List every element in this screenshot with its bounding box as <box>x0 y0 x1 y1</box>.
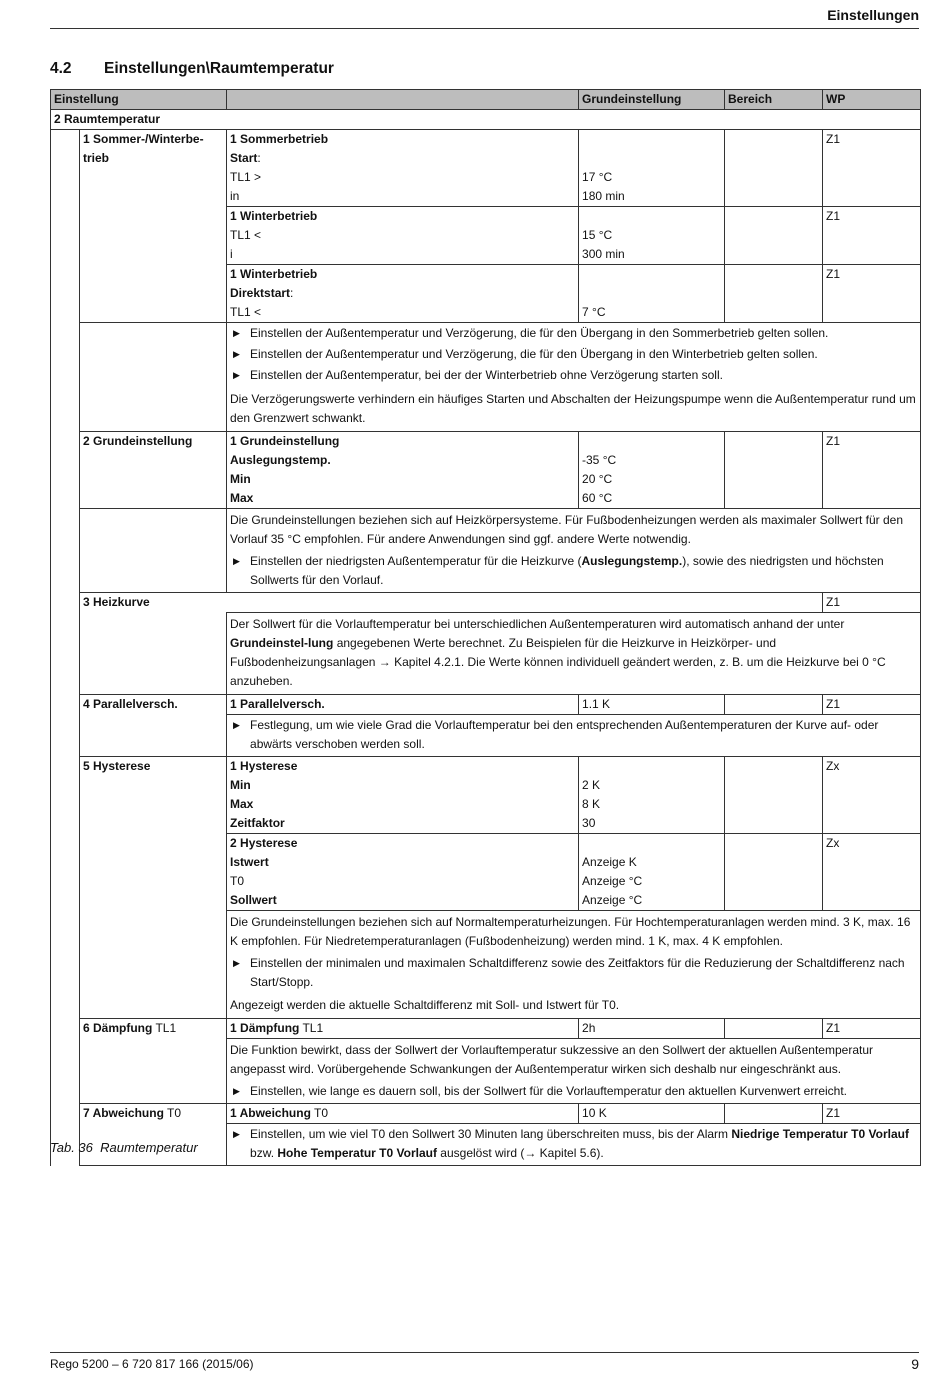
bereich-cell <box>725 265 823 323</box>
table-row <box>51 207 921 265</box>
daempfung-label: 1 Dämpfung TL1 <box>227 1019 579 1039</box>
row-name-empty <box>80 509 227 593</box>
col-header-grundeinstellung: Grundeinstellung <box>579 90 725 110</box>
table-row <box>51 130 921 207</box>
row-name-empty <box>80 207 227 265</box>
indent-column <box>51 130 80 1166</box>
row-name-hysterese: 5 Hysterese <box>80 757 227 834</box>
table-row <box>51 265 921 323</box>
wp-cell: Z1 <box>823 593 921 613</box>
note-text: Die Grundeinstellungen beziehen sich auf Heizkörpersysteme. Für Fußbodenheizungen werden als maximaler Sollwert für den Vorlauf 35 °C empfohlen. Für andere Anwendungen sind ggf. andere Werte notwendig. <box>230 513 904 546</box>
daempfung-description <box>227 1039 921 1104</box>
row-name-heizkurve: 3 Heizkurve <box>80 593 823 613</box>
wp-cell: Z1 <box>823 1104 921 1124</box>
direktstart-labels: 1 Winterbetrieb Direktstart: TL1 < <box>227 265 579 323</box>
hysterese-values: 2 K 8 K 30 <box>579 757 725 834</box>
header-title: Einstellungen <box>827 7 919 23</box>
winterbetrieb-labels: 1 Winterbetrieb TL1 < i <box>227 207 579 265</box>
bullet-triangle-icon: ▶ <box>233 958 240 968</box>
bereich-cell <box>725 1104 823 1124</box>
wp-cell: Z1 <box>823 1019 921 1039</box>
list-item: ▶ Einstellen der Außentemperatur, bei der der Winterbetrieb ohne Verzögerung starten soll. <box>230 366 917 385</box>
caption-label: Tab. 36 <box>50 1140 93 1155</box>
settings-table <box>50 89 921 1166</box>
section-title: Einstellungen\Raumtemperatur <box>104 60 334 77</box>
table-row <box>51 432 921 509</box>
wp-cell: Z1 <box>823 207 921 265</box>
section-heading <box>50 60 334 78</box>
list-item: ▶ Festlegung, um wie viele Grad die Vorlauftemperatur bei den entsprechenden Außentemperaturen der Kurve auf- oder abwärts verschoben werden soll. <box>233 718 879 751</box>
note-text: Die Grundeinstellungen beziehen sich auf Normaltemperaturheizungen. Für Hochtemperaturanlagen werden mind. 3 K, max. 16 K empfohlen. Für Niedretemperaturanlagen (Fußbodenheizung) werden mind. 1 K, max. 4 K empfohlen. <box>230 915 911 948</box>
list-item: ▶ Einstellen der Außentemperatur und Verzögerung, die für den Übergang in den Sommerbetrieb gelten sollen. <box>230 324 917 343</box>
bullet-triangle-icon: ▶ <box>233 328 240 338</box>
sommerbetrieb-values: 17 °C 180 min <box>579 130 725 207</box>
table-row <box>51 613 921 695</box>
bullet-triangle-icon: ▶ <box>233 349 240 359</box>
row-name-empty <box>80 715 227 757</box>
row-name-empty <box>80 1039 227 1104</box>
direktstart-values: 7 °C <box>579 265 725 323</box>
wp-cell: Zx <box>823 834 921 911</box>
grundeinstellung-description <box>227 509 921 593</box>
group-row <box>51 110 921 130</box>
bullet-triangle-icon: ▶ <box>233 1086 240 1096</box>
note-text: Die Funktion bewirkt, dass der Sollwert der Vorlauftemperatur sukzessive an den Sollwert der aktuellen Außentemperatur angepasst wird. Vorübergehende Schwankungen der Außentemperatur wirken sich deshalb nur eingeschränkt aus. <box>230 1043 873 1076</box>
wp-cell: Z1 <box>823 432 921 509</box>
grundeinstellung-values: -35 °C 20 °C 60 °C <box>579 432 725 509</box>
page-footer <box>50 1352 919 1372</box>
abweichung-description <box>227 1124 921 1166</box>
grundeinstellung-labels: 1 Grundeinstellung Auslegungstemp. Min Max <box>227 432 579 509</box>
bereich-cell <box>725 130 823 207</box>
list-item: ▶ Einstellen der Außentemperatur und Verzögerung, die für den Übergang in den Winterbetrieb gelten sollen. <box>230 345 917 364</box>
row-name-empty <box>80 911 227 1019</box>
table-row <box>51 911 921 1019</box>
table-row <box>51 715 921 757</box>
hysterese2-values: Anzeige K Anzeige °C Anzeige °C <box>579 834 725 911</box>
bereich-cell <box>725 432 823 509</box>
row-name-sommer-winter: 1 Sommer-/Winterbe- trieb <box>80 130 227 207</box>
table-row <box>51 509 921 593</box>
wp-cell: Z1 <box>823 130 921 207</box>
row-name-empty <box>80 323 227 432</box>
row-name-empty <box>80 834 227 911</box>
bereich-cell <box>725 1019 823 1039</box>
hysterese2-labels: 2 Hysterese Istwert T0 Sollwert <box>227 834 579 911</box>
page-header <box>50 6 919 29</box>
heizkurve-description <box>227 613 921 695</box>
row-name-grundeinstellung: 2 Grundeinstellung <box>80 432 227 509</box>
hysterese-description <box>227 911 921 1019</box>
table-row <box>51 1104 921 1124</box>
bereich-cell <box>725 834 823 911</box>
col-header-blank <box>227 90 579 110</box>
wp-cell: Zx <box>823 757 921 834</box>
section-number: 4.2 <box>50 60 72 77</box>
parallelversch-description <box>227 715 921 757</box>
bereich-cell <box>725 207 823 265</box>
table-row <box>51 1019 921 1039</box>
note-text: Der Sollwert für die Vorlauftemperatur bei unterschiedlichen Außentemperaturen wird automatisch anhand der unter Grundeinstel-lung angegebenen Werte berechnet. Zu Beispielen für die Heizkurve in Heizkörper- und Fußbodenheizungsanlagen → Kapitel 4.2.1. Die Werte können individuell geändert werden, z. B. um die Heizkurve bei 0 °C anzuheben. <box>230 617 886 688</box>
sommer-winter-description <box>227 323 921 432</box>
daempfung-value: 2h <box>579 1019 725 1039</box>
table-row <box>51 757 921 834</box>
abweichung-label: 1 Abweichung T0 <box>227 1104 579 1124</box>
sommerbetrieb-labels: 1 Sommerbetrieb Start: TL1 > in <box>227 130 579 207</box>
group-label: 2 Raumtemperatur <box>51 110 921 130</box>
bereich-cell <box>725 695 823 715</box>
hysterese-labels: 1 Hysterese Min Max Zeitfaktor <box>227 757 579 834</box>
col-header-einstellung: Einstellung <box>51 90 227 110</box>
bullet-triangle-icon: ▶ <box>233 556 240 566</box>
list-item: ▶ Einstellen der minimalen und maximalen Schaltdifferenz sowie des Zeitfaktors für die Reduzierung der Schaltdifferenz nach Start/Stopp. <box>233 956 905 989</box>
row-name-empty <box>80 265 227 323</box>
note-text: Angezeigt werden die aktuelle Schaltdifferenz mit Soll- und Istwert für T0. <box>230 998 620 1012</box>
list-item: ▶ Einstellen, um wie viel T0 den Sollwert 30 Minuten lang überschreiten muss, bis der Alarm Niedrige Temperatur T0 Vorlauf bzw. Hohe Temperatur T0 Vorlauf ausgelöst wird (→ Kapitel 5.6). <box>233 1127 909 1160</box>
bullet-triangle-icon: ▶ <box>233 370 240 380</box>
row-name-empty <box>80 613 227 695</box>
row-name-daempfung: 6 Dämpfung TL1 <box>80 1019 227 1039</box>
caption-text: Raumtemperatur <box>100 1140 198 1155</box>
list-item: ▶ Einstellen der niedrigsten Außentemperatur für die Heizkurve (Auslegungstemp.), sowie des niedrigsten und höchsten Sollwerts für den Vorlauf. <box>233 554 884 587</box>
table-header-row <box>51 90 921 110</box>
bereich-cell <box>725 757 823 834</box>
col-header-wp: WP <box>823 90 921 110</box>
table-row <box>51 593 921 613</box>
wp-cell: Z1 <box>823 695 921 715</box>
table-row <box>51 695 921 715</box>
bullet-triangle-icon: ▶ <box>233 1129 240 1139</box>
parallelversch-label: 1 Parallelversch. <box>227 695 579 715</box>
table-row <box>51 834 921 911</box>
footer-doc-id: Rego 5200 – 6 720 817 166 (2015/06) <box>50 1357 254 1371</box>
table-row <box>51 323 921 432</box>
page-number: 9 <box>911 1356 919 1372</box>
abweichung-value: 10 K <box>579 1104 725 1124</box>
list-item: ▶ Einstellen, wie lange es dauern soll, bis der Sollwert für die Vorlauftemperatur den aktuellen Kurvenwert erreicht. <box>230 1082 917 1101</box>
wp-cell: Z1 <box>823 265 921 323</box>
row-name-abweichung: 7 Abweichung T0 <box>80 1104 227 1124</box>
row-name-parallelversch: 4 Parallelversch. <box>80 695 227 715</box>
table-caption <box>50 1140 198 1155</box>
table-row <box>51 1039 921 1104</box>
winterbetrieb-values: 15 °C 300 min <box>579 207 725 265</box>
col-header-bereich: Bereich <box>725 90 823 110</box>
note-text: Die Verzögerungswerte verhindern ein häufiges Starten und Abschalten der Heizungspumpe wenn die Außentemperatur rund um den Grenzwert schwankt. <box>230 392 916 425</box>
parallelversch-value: 1.1 K <box>579 695 725 715</box>
bullet-triangle-icon: ▶ <box>233 720 240 730</box>
